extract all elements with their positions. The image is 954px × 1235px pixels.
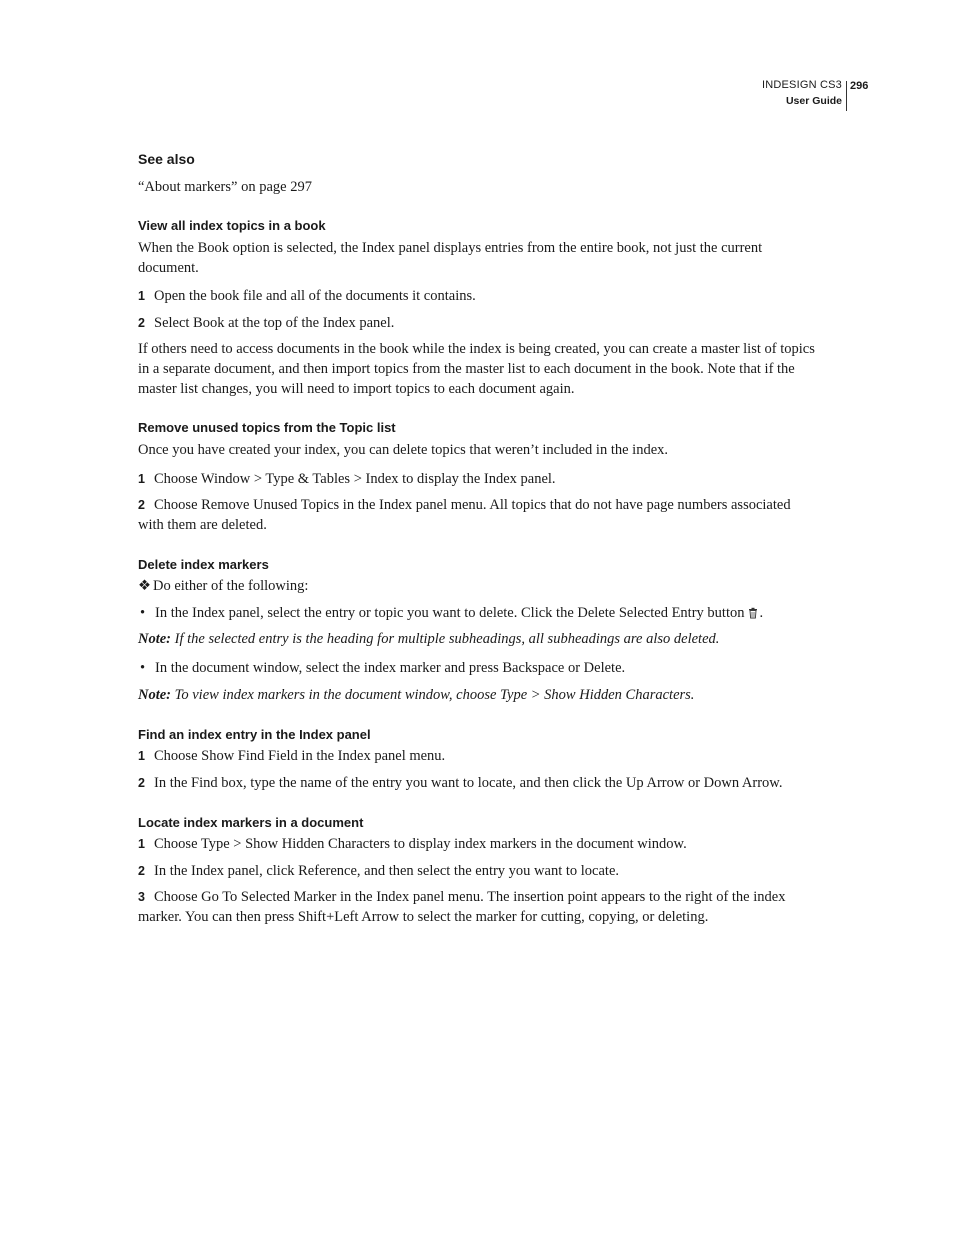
step-number: 2: [138, 864, 145, 878]
step-number: 1: [138, 472, 145, 486]
step-text: Choose Window > Type & Tables > Index to display the Index panel.: [154, 471, 556, 487]
view-all-step-1: [138, 286, 818, 306]
remove-unused-heading: Remove unused topics from the Topic list: [138, 420, 396, 435]
view-all-intro: When the Book option is selected, the Index panel displays entries from the entire book, not just the current document.: [138, 240, 763, 276]
delete-markers-item-2: [138, 658, 818, 678]
find-entry-heading: Find an index entry in the Index panel: [138, 727, 371, 742]
remove-unused-step-1: [138, 469, 818, 489]
running-header: [700, 79, 873, 113]
delete-markers-note-2: [138, 685, 818, 705]
step-text: Choose Go To Selected Marker in the Index panel menu. The insertion point appears to the right of the index marker. You can then press Shift+Left Arrow to select the marker for cutting, copying, or deleting.: [138, 889, 786, 925]
step-text: Open the book file and all of the documents it contains.: [154, 288, 476, 304]
step-text: In the Index panel, click Reference, and then select the entry you want to locate.: [154, 863, 620, 879]
step-text: Choose Type > Show Hidden Characters to display index markers in the document window.: [154, 836, 687, 852]
item-end: .: [759, 605, 764, 621]
bullet: •: [140, 660, 146, 676]
trash-icon: [747, 607, 759, 619]
delete-markers-note-1: [138, 629, 818, 649]
note-label: Note:: [138, 631, 172, 647]
intro-text: Do either of the following:: [153, 578, 309, 594]
delete-markers-intro: [138, 576, 818, 596]
locate-markers-heading: Locate index markers in a document: [138, 815, 364, 830]
locate-markers-step-2: [138, 861, 818, 881]
locate-markers-step-1: [138, 834, 818, 854]
view-all-step-2: [138, 313, 818, 333]
step-number: 1: [138, 749, 145, 763]
step-number: 3: [138, 890, 145, 904]
step-text: Select Book at the top of the Index panel.: [154, 315, 395, 331]
view-all-heading: View all index topics in a book: [138, 218, 326, 233]
note-text: If the selected entry is the heading for multiple subheadings, all subheadings are also deleted.: [174, 631, 720, 647]
page-number: 296: [850, 80, 869, 92]
step-text: Choose Show Find Field in the Index panel menu.: [154, 748, 446, 764]
find-entry-step-1: [138, 746, 818, 766]
find-entry-step-2: [138, 773, 818, 793]
locate-markers-step-3: [138, 887, 818, 927]
step-number: 1: [138, 837, 145, 851]
see-also-heading: See also: [138, 151, 195, 167]
step-number: 2: [138, 316, 145, 330]
step-text: In the Find box, type the name of the entry you want to locate, and then click the Up Arrow or Down Arrow.: [154, 775, 783, 791]
item-text: In the Index panel, select the entry or topic you want to delete. Click the Delete Selected Entry button: [155, 605, 745, 621]
note-label: Note:: [138, 687, 172, 703]
step-number: 2: [138, 498, 145, 512]
item-text: In the document window, select the index marker and press Backspace or Delete.: [155, 660, 626, 676]
diamond-bullet-icon: ❖: [138, 578, 151, 594]
header-guide: User Guide: [785, 95, 842, 107]
bullet: •: [140, 605, 146, 621]
header-divider: [846, 81, 847, 111]
view-all-paragraph: If others need to access documents in the book while the index is being created, you can create a master list of topics in a separate document, and then import topics from the master list to each document in the book. Note that if the master list changes, you will need to import topics to each document again.: [138, 341, 815, 397]
step-number: 1: [138, 289, 145, 303]
remove-unused-intro: Once you have created your index, you can delete topics that weren’t included in the index.: [138, 442, 669, 458]
step-text: Choose Remove Unused Topics in the Index panel menu. All topics that do not have page numbers associated with them are deleted.: [138, 497, 791, 533]
header-product: INDESIGN CS3: [761, 79, 842, 91]
remove-unused-step-2: [138, 495, 818, 535]
delete-markers-heading: Delete index markers: [138, 557, 269, 572]
step-number: 2: [138, 776, 145, 790]
see-also-link[interactable]: “About markers” on page 297: [138, 179, 312, 195]
delete-markers-item-1: [138, 603, 818, 623]
note-text: To view index markers in the document window, choose Type > Show Hidden Characters.: [174, 687, 695, 703]
